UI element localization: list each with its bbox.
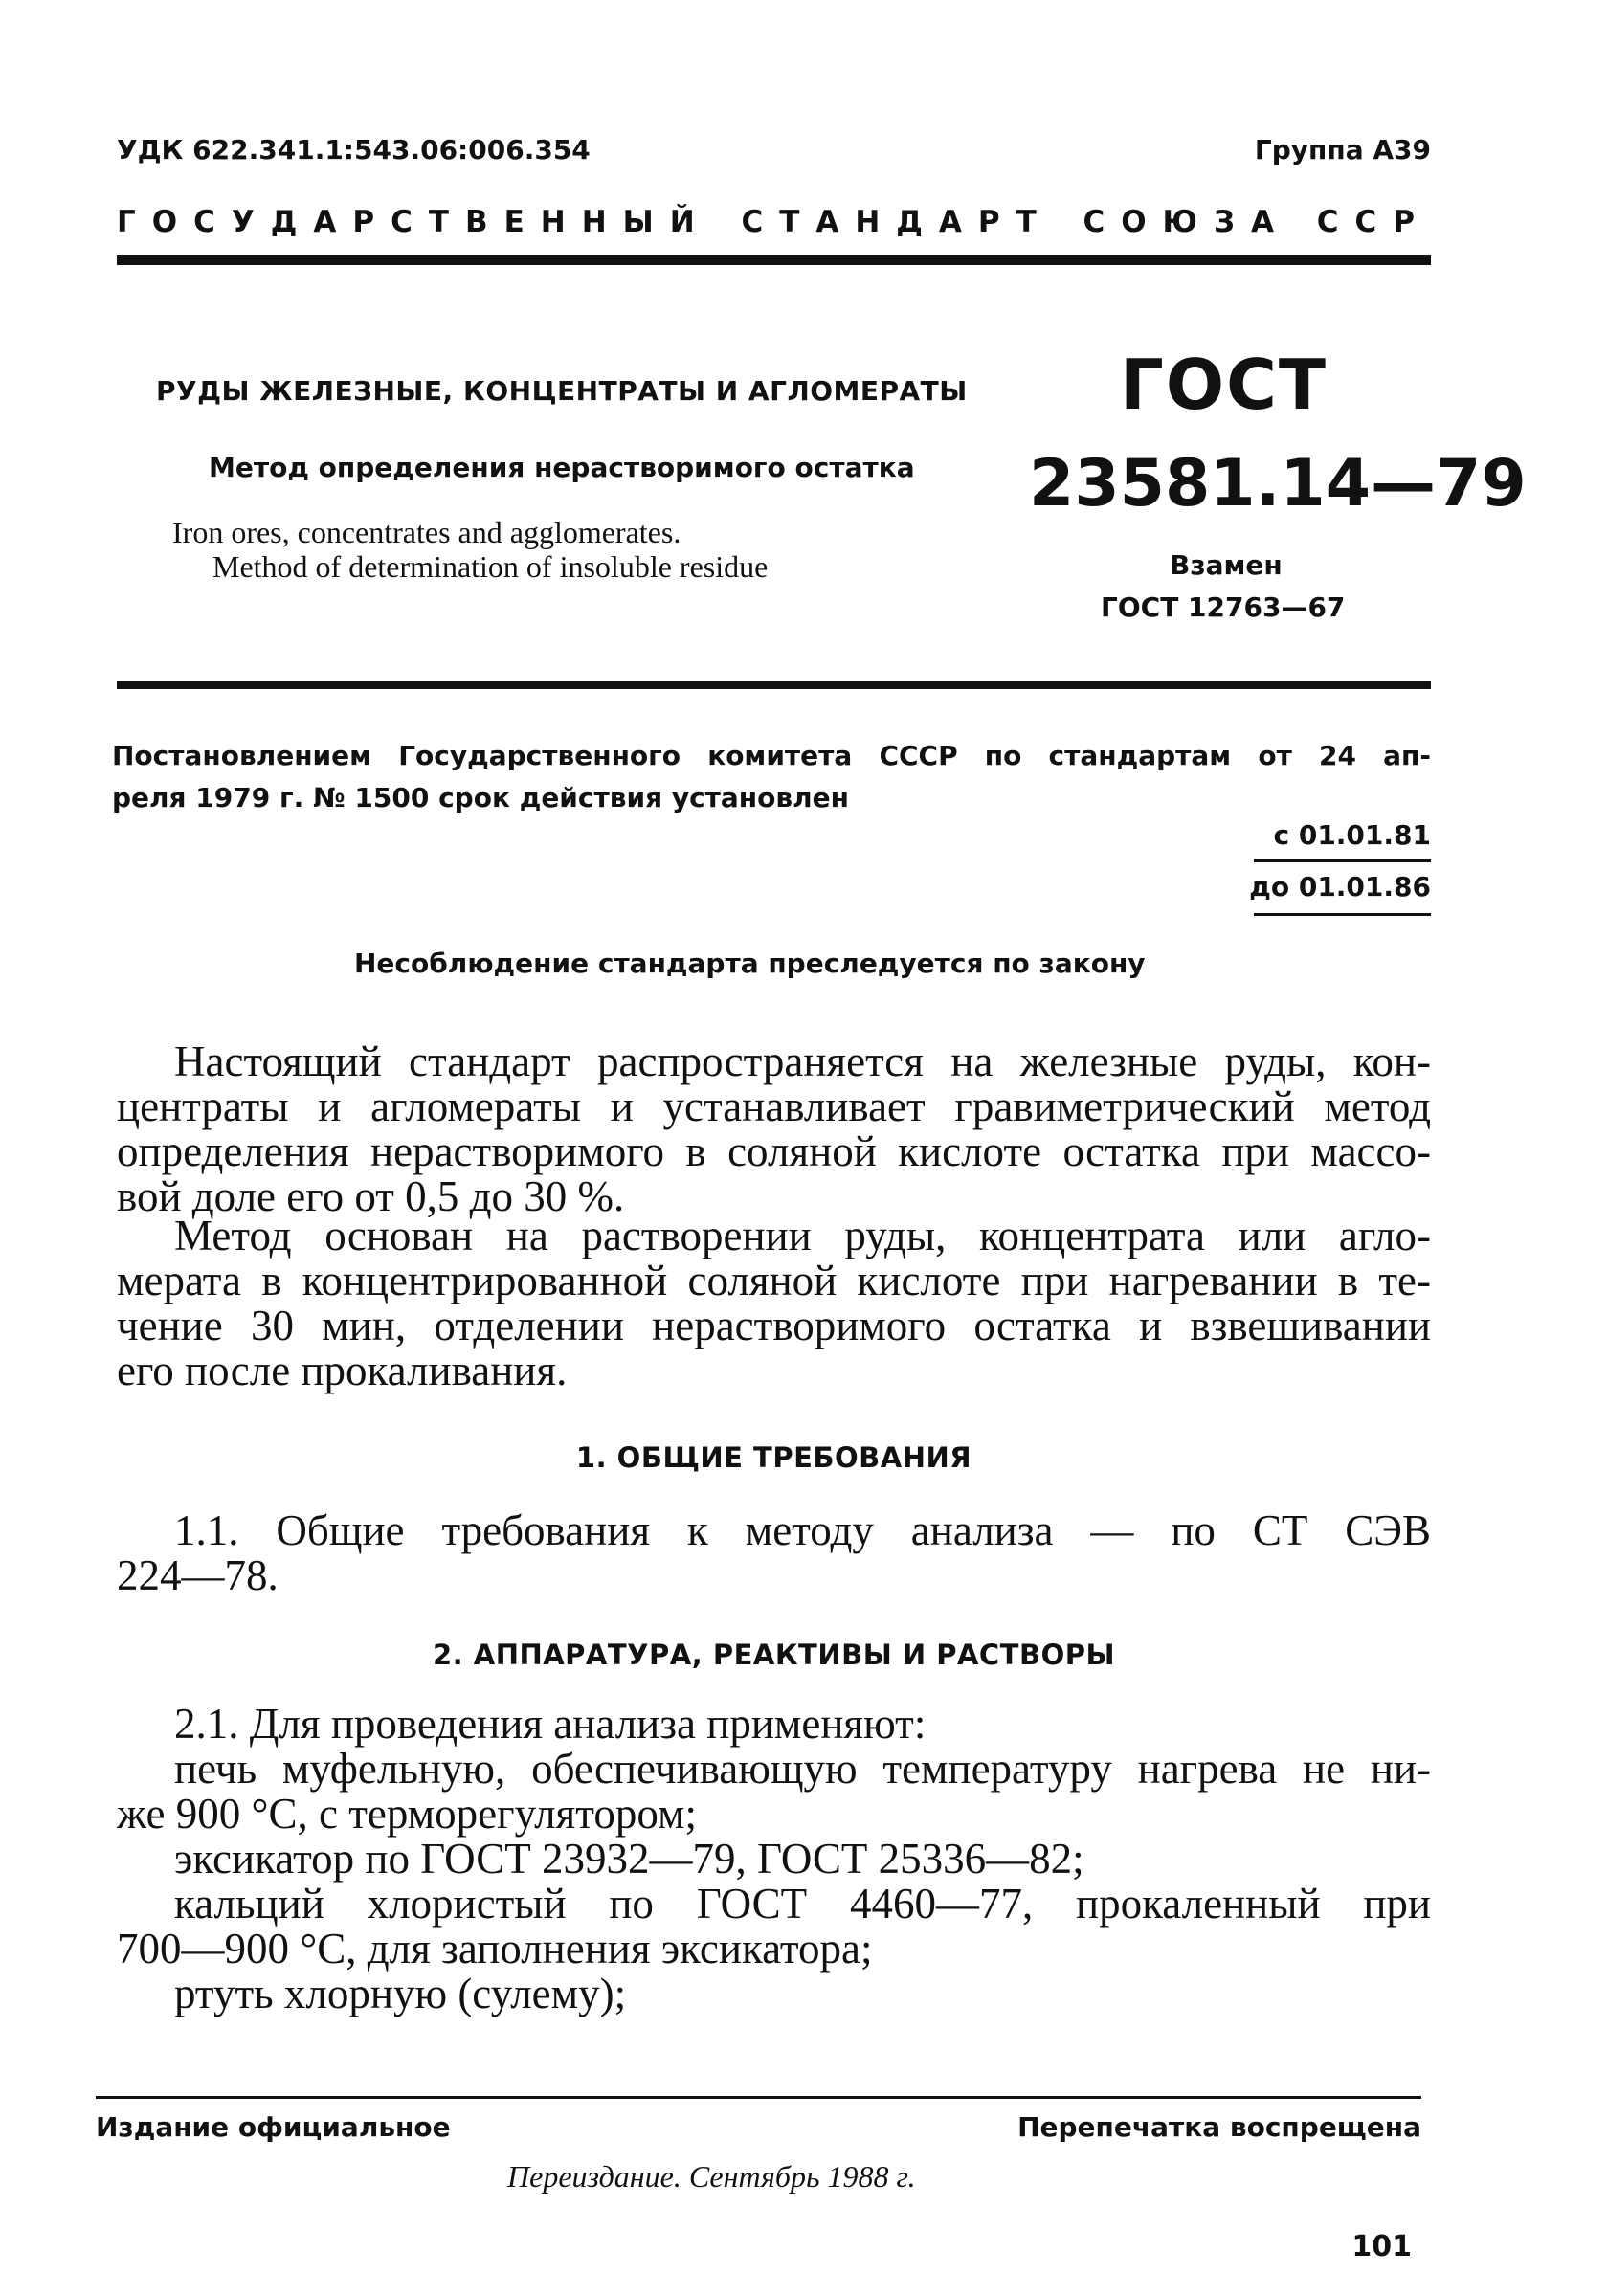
section-1-title: 1. ОБЩИЕ ТРЕБОВАНИЯ: [575, 1441, 972, 1474]
org-word-1: ГОСУДАРСТВЕННЫЙ: [117, 205, 711, 239]
intro-p2-line-4: его после прокаливания.: [117, 1347, 568, 1394]
section-2-body: [117, 1702, 1431, 2017]
title-english-1: Iron ores, concentrates and agglomerates.: [172, 515, 681, 549]
item-furnace-line-1: печь муфельную, обеспечивающую температуру нагрева не ни-: [174, 1745, 1431, 1793]
intro-p2-line-2: мерата в концентрированной соляной кислоте при нагревании в те-: [117, 1257, 1431, 1304]
org-word-3: СОЮЗА ССР: [1083, 205, 1431, 239]
valid-to: до 01.01.86: [1249, 871, 1431, 903]
item-calcium-line-1: кальций хлористый по ГОСТ 4460—77, прокаленный при: [174, 1880, 1431, 1928]
header-rule: [117, 255, 1431, 265]
org-header: [117, 205, 1431, 239]
document-title: РУДЫ ЖЕЛЕЗНЫЕ, КОНЦЕНТРАТЫ И АГЛОМЕРАТЫ: [156, 375, 968, 407]
section-1-paragraph: [117, 1508, 1431, 1598]
decree-line-1: Постановлением Государственного комитета СССР по стандартам от 24 ап-: [112, 740, 1431, 771]
decree-text: [112, 735, 1431, 819]
intro-paragraph-1: [117, 1039, 1431, 1219]
law-notice: Несоблюдение стандарта преследуется по закону: [354, 947, 1146, 979]
date-rule-1: [1254, 859, 1431, 862]
date-rule-2: [1254, 913, 1431, 916]
gost-label: ГОСТ: [1120, 345, 1329, 425]
footer-rule: [96, 2096, 1421, 2099]
intro-p1-line-2: центраты и агломераты и устанавливает гравиметрический метод: [117, 1082, 1431, 1130]
section-2-title: 2. АППАРАТУРА, РЕАКТИВЫ И РАСТВОРЫ: [432, 1638, 1116, 1671]
item-calcium-line-2: 700—900 °С, для заполнения эксикатора;: [117, 1925, 873, 1973]
intro-p1-line-1: Настоящий стандарт распространяется на железные руды, кон-: [174, 1037, 1431, 1085]
replaces-value: ГОСТ 12763—67: [1101, 591, 1346, 623]
section-1-line-2: 224—78.: [117, 1551, 279, 1599]
page-number: 101: [1351, 2230, 1412, 2263]
section-2-intro: 2.1. Для проведения анализа применяют:: [174, 1700, 927, 1748]
item-mercury: ртуть хлорную (сулему);: [174, 1970, 627, 2017]
intro-paragraph-2: [117, 1214, 1431, 1393]
intro-p2-line-1: Метод основан на растворении руды, концентрата или агло-: [174, 1212, 1431, 1259]
item-desiccator: эксикатор по ГОСТ 23932—79, ГОСТ 25336—82;: [174, 1835, 1084, 1883]
replaces-label: Взамен: [1170, 549, 1283, 581]
valid-from: с 01.01.81: [1273, 819, 1431, 851]
footer-official-edition: Издание официальное: [96, 2111, 451, 2143]
section-1-line-1: 1.1. Общие требования к методу анализа — по СТ СЭВ: [174, 1506, 1431, 1554]
decree-line-2: реля 1979 г. № 1500 срок действия установлен: [112, 782, 849, 814]
org-word-2: СТАНДАРТ: [741, 205, 1053, 239]
title-rule: [117, 681, 1431, 689]
footer-reissue: Переиздание. Сентябрь 1988 г.: [507, 2159, 916, 2194]
udk-code: УДК 622.341.1:543.06:006.354: [117, 134, 591, 166]
intro-p1-line-3: определения нерастворимого в соляной кислоте остатка при массо-: [117, 1127, 1431, 1175]
group-code: Группа А39: [1254, 134, 1431, 166]
gost-number: 23581.14—79: [1029, 446, 1527, 522]
item-furnace-line-2: же 900 °С, с терморегулятором;: [117, 1790, 697, 1838]
footer-reprint-prohibited: Перепечатка воспрещена: [1017, 2111, 1421, 2143]
intro-p2-line-3: чение 30 мин, отделении нерастворимого остатка и взвешивании: [117, 1302, 1431, 1349]
title-english-2: Method of determination of insoluble residue: [212, 549, 769, 584]
document-subtitle: Метод определения нерастворимого остатка: [209, 452, 915, 483]
intro-p1-line-4: вой доле его от 0,5 до 30 %.: [117, 1172, 625, 1220]
